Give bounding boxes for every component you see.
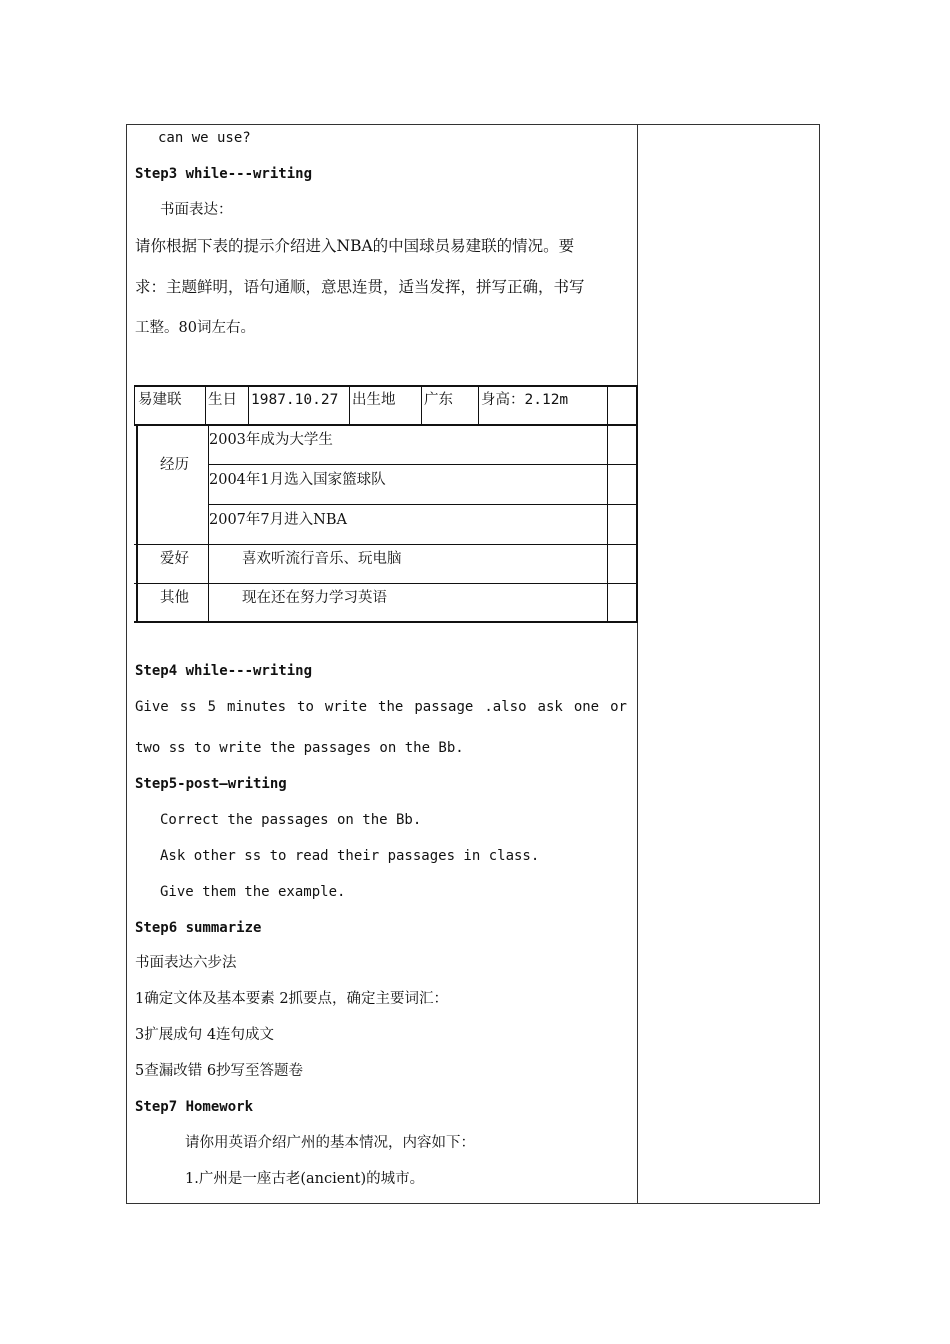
step5-item: Correct the passages on the Bb. [160,812,422,828]
step5-heading: Step5-post—writing [135,776,287,792]
step4-heading: Step4 while---writing [135,663,313,679]
experience-label: 经历 [160,457,189,473]
step5-item: Ask other ss to read their passages in class. [160,848,540,864]
intro-tail: can we use? [158,130,251,146]
step7-line-1: 请你用英语介绍广州的基本情况，内容如下： [185,1135,475,1151]
step4-word: or [610,699,627,715]
birthday-label: 生日 [208,392,237,408]
prompt-line-1: 请你根据下表的提示介绍进入NBA的中国球员易建联的情况。要 [135,237,575,255]
step4-word: 5 [207,699,217,715]
birthplace-label: 出生地 [352,392,396,408]
step4-word: ask [537,699,563,715]
birthday-value: 1987.10.27 [251,392,339,408]
prompt-line-3: 工整。80词左右。 [135,320,255,336]
step4-word: the [378,699,404,715]
birthplace-value: 广东 [424,392,453,408]
step7-heading: Step7 Homework [135,1099,254,1115]
experience-item: 2007年7月进入NBA [209,512,347,528]
experience-item: 2004年1月选入国家篮球队 [209,472,386,488]
hobby-label: 爱好 [160,551,189,567]
task-label: 书面表达： [160,202,233,218]
prompt-line-2: 求：主题鲜明，语句通顺，意思连贯，适当发挥，拼写正确，书写 [135,278,585,296]
experience-item: 2003年成为大学生 [209,432,333,448]
step4-word: one [573,699,600,715]
column-divider [637,124,638,1204]
step6-line: 3扩展成句 4连句成文 [135,1027,275,1043]
hobby-value: 喜欢听流行音乐、玩电脑 [242,551,402,567]
other-value: 现在还在努力学习英语 [242,590,387,606]
step5-item: Give them the example. [160,884,346,900]
step4-word: minutes [227,699,287,715]
step6-line: 5查漏改错 6抄写至答题卷 [135,1063,304,1079]
student-name: 易建联 [138,392,182,408]
step4-word: write [324,699,368,715]
step6-heading: Step6 summarize [135,920,262,936]
step4-word: passage [414,699,474,715]
step6-title: 书面表达六步法 [135,955,237,971]
step4-word: .also [484,699,527,715]
step4-line-1 [135,697,627,717]
step3-heading: Step3 while---writing [135,166,313,182]
other-label: 其他 [160,590,189,606]
step4-word: Give [135,699,169,715]
step4-word: to [297,699,314,715]
step6-line: 1确定文体及基本要素 2抓要点，确定主要词汇： [135,991,449,1007]
step4-word: ss [179,699,197,715]
step7-line-2: 1.广州是一座古老(ancient)的城市。 [185,1171,425,1187]
step4-line-2: two ss to write the passages on the Bb. [135,740,464,756]
height-value: 身高：2.12m [481,392,569,408]
